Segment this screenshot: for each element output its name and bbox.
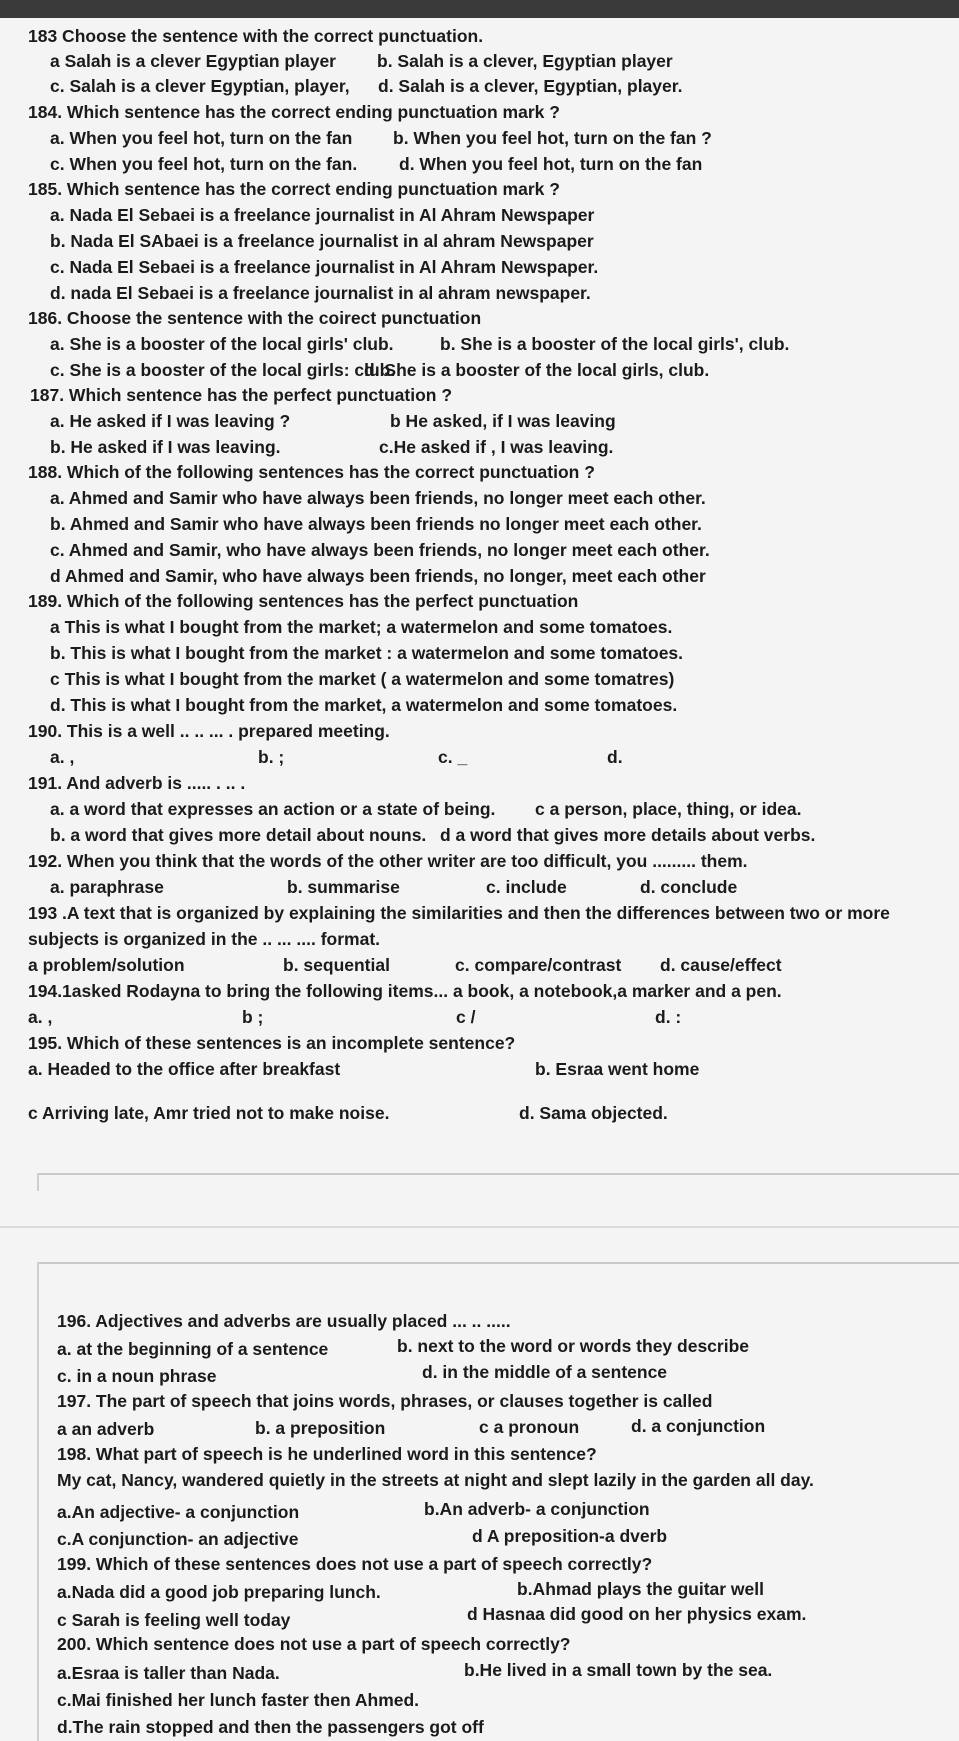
option-190-c: c. _ [438, 747, 468, 767]
option-193-b: b. sequential [283, 955, 390, 975]
option-185-c: c. Nada El Sebaei is a freelance journalist in Al Ahram Newspaper. [50, 257, 599, 277]
option-198-d: d A preposition-a dverb [472, 1526, 668, 1546]
question-194: 194.1asked Rodayna to bring the following items... a book, a notebook,a marker and a pen. [28, 981, 782, 1001]
option-194-b: b ; [242, 1007, 264, 1027]
question-196: 196. Adjectives and adverbs are usually placed ... .. ..... [57, 1311, 511, 1331]
option-185-b: b. Nada El SAbaei is a freelance journalist in al ahram Newspaper [50, 231, 594, 251]
option-200-c: c.Mai finished her lunch faster then Ahmed. [57, 1690, 420, 1710]
question-195: 195. Which of these sentences is an incomplete sentence? [28, 1033, 516, 1053]
page-edge-line-lower [37, 1262, 39, 1741]
option-188-d: d Ahmed and Samir, who have always been friends, no longer, meet each other [50, 566, 706, 586]
question-188: 188. Which of the following sentences has the correct punctuation ? [28, 462, 595, 482]
option-192-b: b. summarise [287, 877, 400, 897]
option-188-b: b. Ahmed and Samir who have always been friends no longer meet each other. [50, 514, 702, 534]
option-193-d: d. cause/effect [660, 955, 782, 975]
option-192-a: a. paraphrase [50, 877, 164, 897]
option-188-a: a. Ahmed and Samir who have always been friends, no longer meet each other. [50, 488, 706, 508]
option-183-d: d. Salah is a clever, Egyptian, player. [378, 76, 683, 96]
option-196-c: c. in a noun phrase [57, 1366, 217, 1386]
question-189: 189. Which of the following sentences has the perfect punctuation [28, 591, 579, 611]
option-189-b: b. This is what I bought from the market : a watermelon and some tomatoes. [50, 643, 684, 663]
option-199-a: a.Nada did a good job preparing lunch. [57, 1582, 381, 1602]
option-193-c: c. compare/contrast [455, 955, 622, 975]
question-200: 200. Which sentence does not use a part of speech correctly? [57, 1634, 571, 1654]
option-194-c: c / [456, 1007, 476, 1027]
option-198-a: a.An adjective- a conjunction [57, 1502, 300, 1522]
question-185: 185. Which sentence has the correct ending punctuation mark ? [28, 179, 560, 199]
option-184-a: a. When you feel hot, turn on the fan [50, 128, 353, 148]
option-192-d: d. conclude [640, 877, 738, 897]
question-198: 198. What part of speech is he underlined word in this sentence? [57, 1444, 597, 1464]
question-197: 197. The part of speech that joins words, phrases, or clauses together is called [57, 1391, 713, 1411]
page-divider-bottom [38, 1262, 959, 1268]
option-186-a: a. She is a booster of the local girls' club. [50, 334, 394, 354]
option-191-c: c a person, place, thing, or idea. [535, 799, 802, 819]
option-184-b: b. When you feel hot, turn on the fan ? [393, 128, 712, 148]
option-184-d: d. When you feel hot, turn on the fan [399, 154, 703, 174]
option-186-b: b. She is a booster of the local girls', club. [440, 334, 790, 354]
question-192: 192. When you think that the words of the other writer are too difficult, you ......... them. [28, 851, 748, 871]
option-196-d: d. in the middle of a sentence [422, 1362, 668, 1382]
option-190-d: d. [607, 747, 623, 767]
option-189-d: d. This is what I bought from the market, a watermelon and some tomatoes. [50, 695, 678, 715]
page-edge-line [37, 1173, 39, 1191]
option-185-a: a. Nada El Sebaei is a freelance journalist in Al Ahram Newspaper [50, 205, 595, 225]
option-190-b: b. ; [258, 747, 285, 767]
option-189-a: a This is what I bought from the market; a watermelon and some tomatoes. [50, 617, 673, 637]
question-199: 199. Which of these sentences does not use a part of speech correctly? [57, 1554, 653, 1574]
question-193-cont: subjects is organized in the .. ... .... format. [28, 929, 381, 949]
option-186-c: c. She is a booster of the local girls: club. [50, 360, 396, 380]
option-195-b: b. Esraa went home [535, 1059, 700, 1079]
option-194-d: d. : [655, 1007, 682, 1027]
option-194-a: a. , [28, 1007, 53, 1027]
option-191-a: a. a word that expresses an action or a state of being. [50, 799, 496, 819]
option-199-c: c Sarah is feeling well today [57, 1610, 291, 1630]
sentence-198: My cat, Nancy, wandered quietly in the streets at night and slept lazily in the garden all day. [57, 1470, 814, 1490]
option-197-b: b. a preposition [255, 1418, 386, 1438]
option-188-c: c. Ahmed and Samir, who have always been friends, no longer meet each other. [50, 540, 710, 560]
question-190: 190. This is a well .. .. ... . prepared meeting. [28, 721, 390, 741]
option-183-a: a Salah is a clever Egyptian player [50, 51, 336, 71]
option-197-a: a an adverb [57, 1419, 155, 1439]
option-192-c: c. include [486, 877, 567, 897]
option-200-b: b.He lived in a small town by the sea. [464, 1660, 773, 1680]
option-200-d: d.The rain stopped and then the passengers got off [57, 1717, 484, 1737]
option-187-a: a. He asked if I was leaving ? [50, 411, 291, 431]
option-191-d: d a word that gives more details about verbs. [440, 825, 816, 845]
option-196-a: a. at the beginning of a sentence [57, 1339, 329, 1359]
option-199-d: d Hasnaa did good on her physics exam. [467, 1604, 807, 1624]
option-197-c: c a pronoun [479, 1417, 580, 1437]
question-183: 183 Choose the sentence with the correct punctuation. [28, 26, 484, 46]
option-198-c: c.A conjunction- an adjective [57, 1529, 299, 1549]
option-195-c: c Arriving late, Amr tried not to make noise. [28, 1103, 390, 1123]
option-185-d: d. nada El Sebaei is a freelance journalist in al ahram newspaper. [50, 283, 591, 303]
option-184-c: c. When you feel hot, turn on the fan. [50, 154, 358, 174]
question-184: 184. Which sentence has the correct ending punctuation mark ? [28, 102, 560, 122]
option-198-b: b.An adverb- a conjunction [424, 1499, 650, 1519]
option-187-c: c.He asked if , I was leaving. [379, 437, 614, 457]
option-195-a: a. Headed to the office after breakfast [28, 1059, 341, 1079]
question-191: 191. And adverb is ..... . .. . [28, 773, 246, 793]
question-186: 186. Choose the sentence with the coirect punctuation [28, 308, 482, 328]
question-193: 193 .A text that is organized by explaining the similarities and then the differences between two or more [28, 903, 890, 923]
option-196-b: b. next to the word or words they describe [397, 1336, 749, 1356]
option-195-d: d. Sama objected. [519, 1103, 668, 1123]
option-183-c: c. Salah is a clever Egyptian, player, [50, 76, 350, 96]
page-divider-top [38, 1173, 959, 1179]
option-186-d: d. She is a booster of the local girls, club. [364, 360, 710, 380]
option-187-b: b He asked, if I was leaving [390, 411, 616, 431]
option-191-b: b. a word that gives more detail about nouns. [50, 825, 427, 845]
option-193-a: a problem/solution [28, 955, 185, 975]
option-199-b: b.Ahmad plays the guitar well [517, 1579, 764, 1599]
option-200-a: a.Esraa is taller than Nada. [57, 1663, 280, 1683]
question-187: 187. Which sentence has the perfect punctuation ? [30, 385, 453, 405]
option-189-c: c This is what I bought from the market ( a watermelon and some tomatres) [50, 669, 675, 689]
option-190-a: a. , [50, 747, 75, 767]
option-187-b2: b. He asked if I was leaving. [50, 437, 281, 457]
page-divider-middle [0, 1226, 959, 1228]
option-183-b: b. Salah is a clever, Egyptian player [377, 51, 673, 71]
option-197-d: d. a conjunction [631, 1416, 766, 1436]
